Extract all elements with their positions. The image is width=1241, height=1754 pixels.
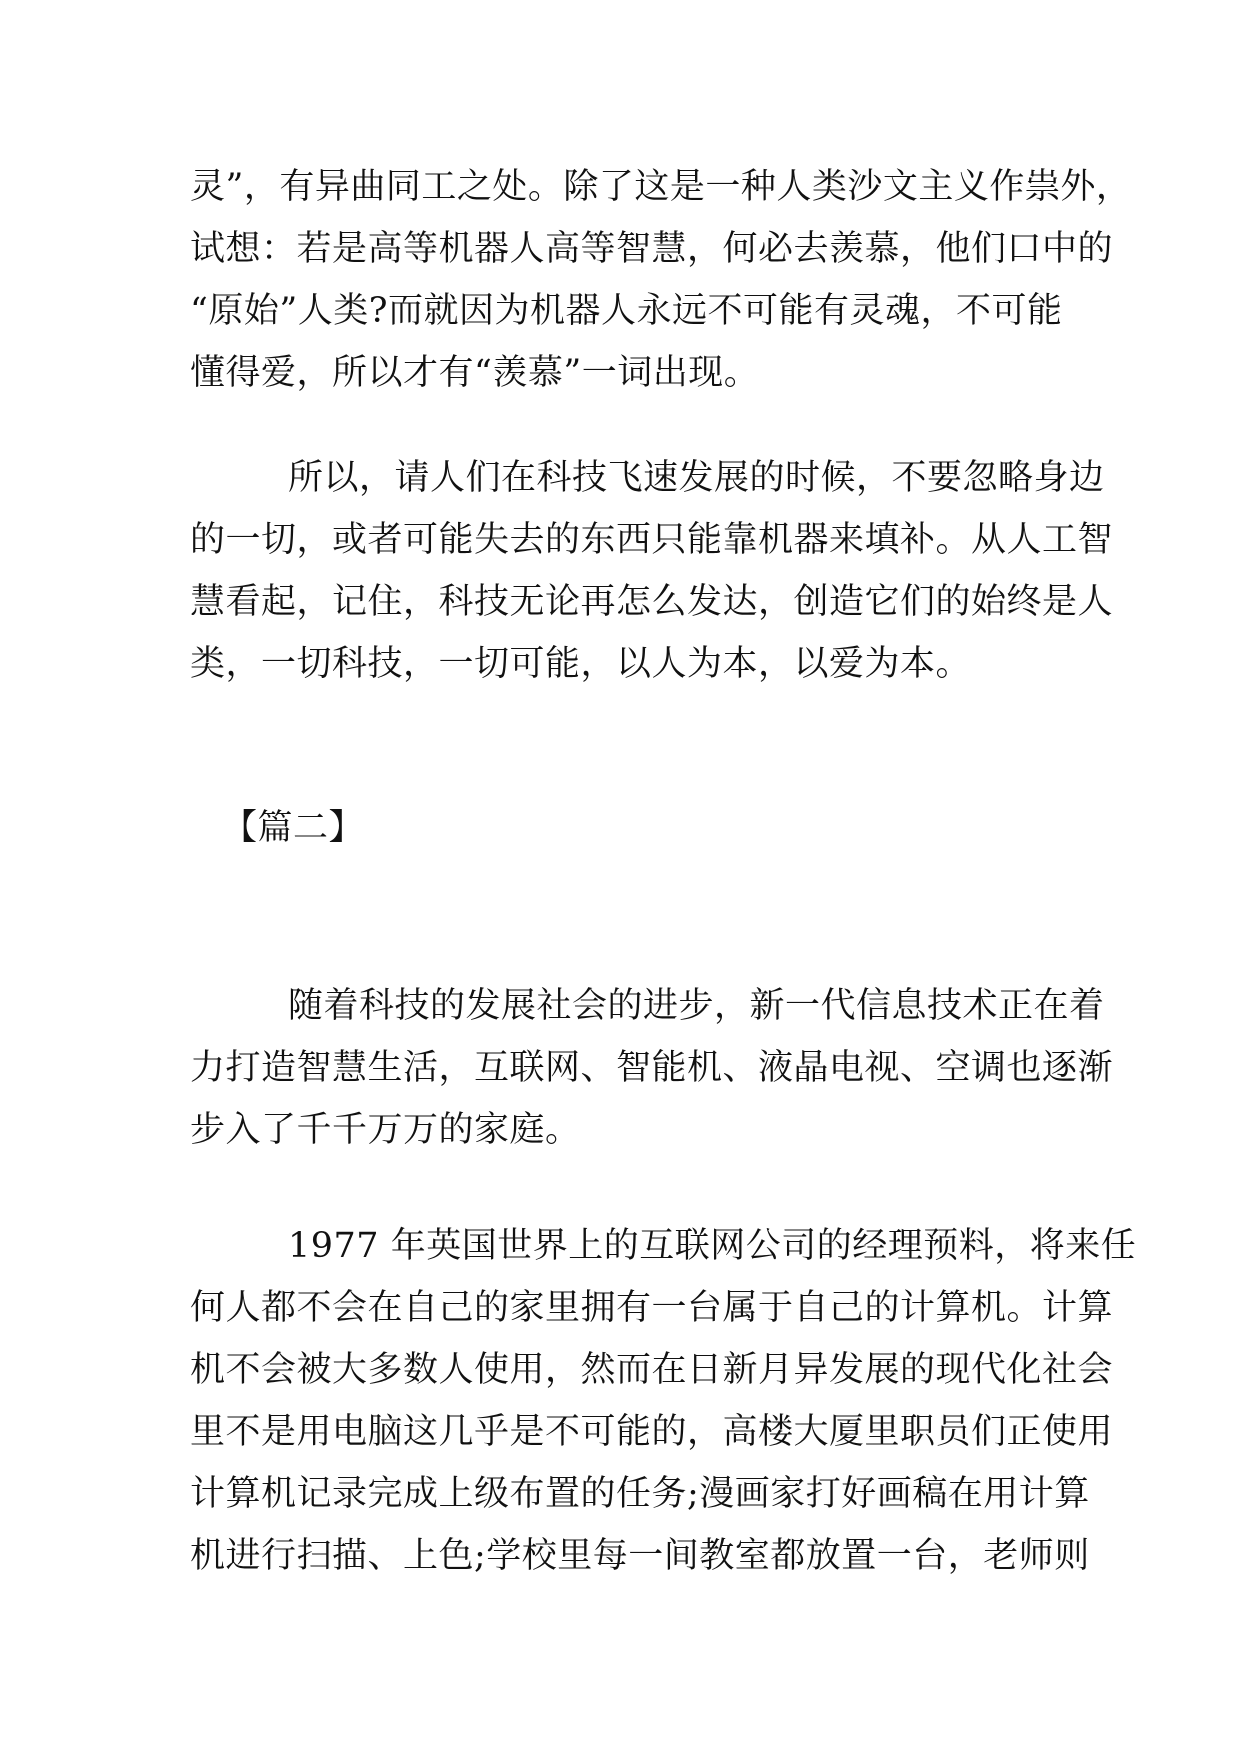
text-line: 随着科技的发展社会的进步，新一代信息技术正在着 bbox=[288, 986, 1105, 1026]
text-line: 懂得爱，所以才有“羡慕”一词出现。 bbox=[190, 353, 760, 393]
text-line: “原始”人类?而就因为机器人永远不可能有灵魂，不可能 bbox=[190, 291, 1063, 331]
text-line: 慧看起，记住，科技无论再怎么发达，创造它们的始终是人 bbox=[190, 582, 1114, 622]
text-line: 的一切，或者可能失去的东西只能靠机器来填补。从人工智 bbox=[190, 520, 1114, 560]
text-line: 1977 年英国世界上的互联网公司的经理预料，将来任 bbox=[288, 1226, 1137, 1266]
text-line: 机不会被大多数人使用，然而在日新月异发展的现代化社会 bbox=[190, 1350, 1114, 1390]
text-line: 灵”，有异曲同工之处。除了这是一种人类沙文主义作祟外， bbox=[190, 167, 1132, 207]
text-line: 类，一切科技，一切可能，以人为本，以爱为本。 bbox=[190, 644, 972, 684]
text-line: 力打造智慧生活，互联网、智能机、液晶电视、空调也逐渐 bbox=[190, 1048, 1114, 1088]
text-line: 试想：若是高等机器人高等智慧，何必去羡慕，他们口中的 bbox=[190, 229, 1114, 269]
text-line: 所以，请人们在科技飞速发展的时候，不要忽略身边 bbox=[288, 458, 1105, 498]
text-line: 机进行扫描、上色;学校里每一间教室都放置一台，老师则 bbox=[190, 1536, 1090, 1576]
section-heading bbox=[222, 797, 1092, 859]
text-line: 何人都不会在自己的家里拥有一台属于自己的计算机。计算 bbox=[190, 1288, 1114, 1328]
text-line: 里不是用电脑这几乎是不可能的，高楼大厦里职员们正使用 bbox=[190, 1412, 1114, 1452]
text-line: 计算机记录完成上级布置的任务;漫画家打好画稿在用计算 bbox=[190, 1474, 1090, 1514]
paragraph-continuation bbox=[190, 156, 1132, 404]
text-line: 步入了千千万万的家庭。 bbox=[190, 1110, 581, 1150]
paragraph-body bbox=[190, 1215, 1137, 1587]
section-heading-text: 【篇二】 bbox=[222, 808, 365, 848]
paragraph-intro bbox=[190, 975, 1114, 1161]
paragraph-conclusion bbox=[190, 447, 1114, 695]
